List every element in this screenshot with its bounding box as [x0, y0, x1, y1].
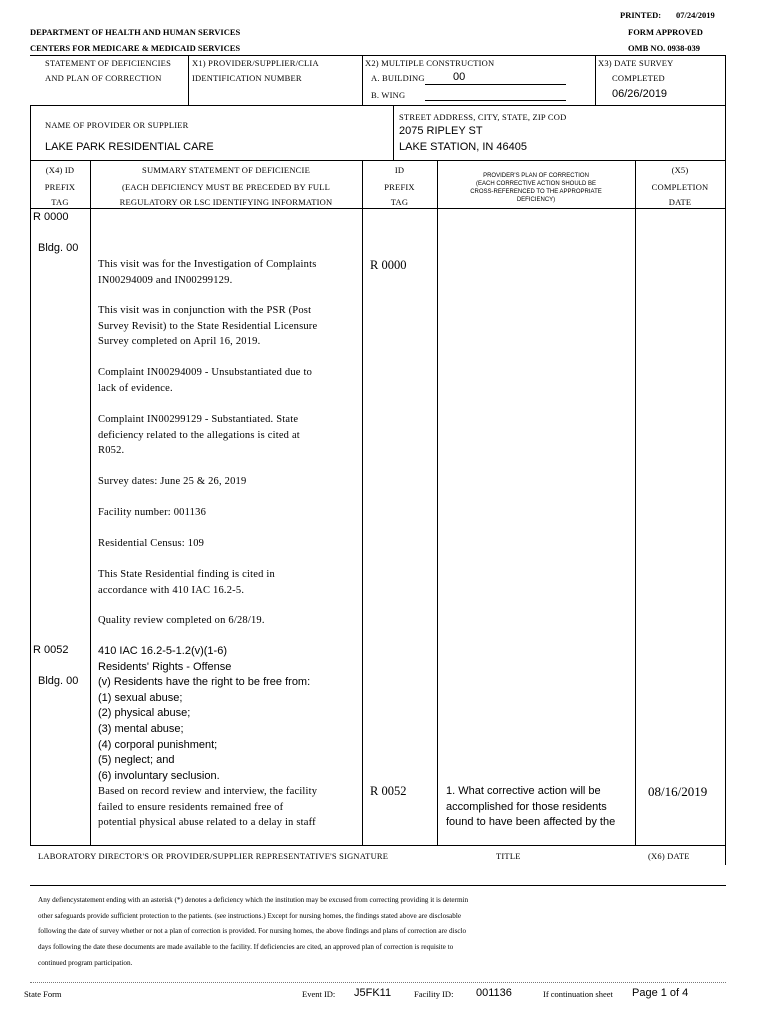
- x5-header-3: DATE: [668, 197, 692, 207]
- address-line-2: LAKE STATION, IN 46405: [399, 141, 527, 153]
- summary-line: R052.: [98, 445, 125, 456]
- disclaimer-line: Any defiencystatement ending with an asterisk (*) denotes a deficiency which the institution may be excused from correcting providing it is determin: [38, 896, 469, 904]
- summary-line: accordance with 410 IAC 16.2-5.: [98, 584, 245, 596]
- summary-line: Survey Revisit) to the State Residential Licensure: [98, 320, 318, 332]
- summary-line: lack of evidence.: [98, 382, 173, 394]
- continuation-label: If continuation sheet: [543, 989, 613, 999]
- summary-line: potential physical abuse related to a delay in staff: [98, 817, 316, 828]
- x5-header-2: COMPLETION: [651, 182, 709, 192]
- summary-paragraph-1: [98, 257, 338, 288]
- summary-line: Complaint IN00299129 - Substantiated. State: [98, 414, 299, 425]
- statement-label-2: AND PLAN OF CORRECTION: [45, 73, 162, 83]
- date-survey-label-2: COMPLETED: [612, 73, 665, 83]
- x5-header-1: (X5): [671, 165, 689, 175]
- prefix-r0052: R 0052: [370, 784, 407, 798]
- r0052-plan: [446, 784, 632, 831]
- disclaimer-line: continued program participation.: [38, 958, 133, 967]
- multiple-construction-label: X2) MULTIPLE CONSTRUCTION: [365, 58, 495, 68]
- completion-date-r0052: 08/16/2019: [648, 784, 708, 799]
- id-header-2: PREFIX: [384, 182, 415, 192]
- provider-name-value: LAKE PARK RESIDENTIAL CARE: [45, 141, 214, 153]
- plan-line: found to have been affected by the: [446, 816, 616, 829]
- provider-id-label-2: IDENTIFICATION NUMBER: [192, 73, 302, 83]
- disclaimer-line: days following the date these documents are made available to the facility. If deficiencies are cited, an approved plan of correction is requisite to: [38, 943, 454, 952]
- date-survey-value: 06/26/2019: [612, 88, 668, 100]
- x4-header-2: PREFIX: [44, 182, 76, 192]
- summary-line: This visit was in conjunction with the PSR (Post: [98, 305, 312, 316]
- tag-r0000: R 0000: [33, 211, 69, 223]
- r0052-regulation: [98, 644, 360, 784]
- summary-paragraph-6: Facility number: 001136: [98, 507, 207, 518]
- x4-header-1: (X4) ID: [45, 165, 75, 175]
- page-number: Page 1 of 4: [632, 987, 689, 999]
- summary-line: (6) involuntary seclusion.: [98, 769, 220, 782]
- disclaimer-line: following the date of survey whether or not a plan of correction is provided. For nursing homes, the above findings and plans of correction are disclo: [38, 927, 467, 936]
- event-id-label: Event ID:: [302, 989, 336, 999]
- statement-label-1: STATEMENT OF DEFICIENCIES: [45, 58, 172, 68]
- printed-label: PRINTED:: [620, 10, 662, 20]
- id-header-1: ID: [394, 165, 405, 175]
- address-line-1: 2075 RIPLEY ST: [399, 125, 483, 137]
- facility-id-label: Facility ID:: [414, 989, 454, 999]
- summary-line: (2) physical abuse;: [98, 707, 191, 720]
- summary-line: Survey completed on April 16, 2019.: [98, 336, 261, 347]
- summary-line: Complaint IN00294009 - Unsubstantiated due to: [98, 367, 313, 378]
- provider-id-label-1: X1) PROVIDER/SUPPLIER/CLIA: [192, 58, 319, 68]
- omb-number: OMB NO. 0938-039: [628, 43, 701, 53]
- plan-line: accomplished for those residents: [446, 800, 607, 813]
- summary-header-1: SUMMARY STATEMENT OF DEFICIENCIE: [142, 165, 310, 175]
- summary-line: This visit was for the Investigation of Complaints: [98, 259, 317, 270]
- form-approved: FORM APPROVED: [628, 27, 703, 37]
- plan-header-2: (EACH CORRECTIVE ACTION SHOULD BE: [475, 181, 597, 187]
- r0052-finding: [98, 784, 360, 831]
- x4-header-3: TAG: [51, 197, 69, 207]
- plan-header-4: DEFICIENCY): [516, 197, 556, 203]
- printed-date: 07/24/2019: [676, 10, 715, 20]
- provider-name-label: NAME OF PROVIDER OR SUPPLIER: [45, 120, 189, 130]
- plan-header-1: PROVIDER'S PLAN OF CORRECTION: [483, 173, 589, 179]
- plan-header-3: CROSS-REFERENCED TO THE APPROPRIATE: [470, 189, 602, 195]
- summary-paragraph-9: Quality review completed on 6/28/19.: [98, 615, 265, 626]
- x6-date-label: (X6) DATE: [648, 851, 690, 861]
- summary-paragraph-7: Residential Census: 109: [98, 538, 205, 549]
- event-id-value: J5FK11: [354, 987, 392, 999]
- summary-paragraph-8: [98, 567, 338, 598]
- plan-line: 1. What corrective action will be: [446, 785, 601, 797]
- title-label: TITLE: [496, 851, 521, 861]
- bldg-r0052: Bldg. 00: [38, 675, 79, 687]
- summary-line: deficiency related to the allegations is cited at: [98, 429, 300, 441]
- summary-line: (1) sexual abuse;: [98, 691, 183, 704]
- department-name: DEPARTMENT OF HEALTH AND HUMAN SERVICES: [30, 27, 241, 37]
- disclaimer: [38, 893, 728, 972]
- tag-r0052: R 0052: [33, 644, 69, 656]
- building-value: 00: [453, 71, 466, 83]
- summary-line: Residents' Rights - Offense: [98, 660, 232, 673]
- date-survey-label-1: X3) DATE SURVEY: [598, 58, 674, 68]
- summary-line: This State Residential finding is cited in: [98, 569, 275, 580]
- summary-header-3: REGULATORY OR LSC IDENTIFYING INFORMATION: [119, 197, 333, 207]
- summary-line: (4) corporal punishment;: [98, 738, 218, 751]
- centers-name: CENTERS FOR MEDICARE & MEDICAID SERVICES: [30, 43, 241, 53]
- summary-header-2: (EACH DEFICIENCY MUST BE PRECEDED BY FULL: [121, 182, 331, 192]
- id-header-3: TAG: [390, 197, 409, 207]
- summary-line: (v) Residents have the right to be free from:: [98, 676, 311, 689]
- director-signature-label: LABORATORY DIRECTOR'S OR PROVIDER/SUPPLIER REPRESENTATIVE'S SIGNATURE: [38, 851, 389, 861]
- summary-line: IN00294009 and IN00299129.: [98, 274, 233, 286]
- summary-line: (5) neglect; and: [98, 754, 175, 767]
- wing-label: B. WING: [371, 90, 406, 100]
- summary-line: 410 IAC 16.2-5-1.2(v)(1-6): [98, 645, 227, 657]
- summary-line: failed to ensure residents remained free of: [98, 801, 284, 813]
- summary-line: (3) mental abuse;: [98, 722, 184, 735]
- summary-paragraph-5: Survey dates: June 25 & 26, 2019: [98, 476, 247, 487]
- summary-line: Based on record review and interview, the facility: [98, 786, 318, 797]
- bldg-r0000: Bldg. 00: [38, 242, 79, 254]
- plan-header: [437, 172, 635, 204]
- summary-paragraph-3: [98, 365, 338, 396]
- building-label: A. BUILDING: [371, 73, 425, 83]
- facility-id-value: 001136: [476, 987, 512, 999]
- address-label: STREET ADDRESS, CITY, STATE, ZIP COD: [399, 112, 567, 122]
- prefix-r0000: R 0000: [370, 258, 407, 272]
- summary-paragraph-2: [98, 303, 338, 350]
- disclaimer-line: other safeguards provide sufficient protection to the patients. (see instructions.) Except for nursing homes, the findings stated above are disclosable: [38, 911, 462, 920]
- summary-paragraph-4: [98, 412, 338, 459]
- state-form-label: State Form: [24, 989, 62, 999]
